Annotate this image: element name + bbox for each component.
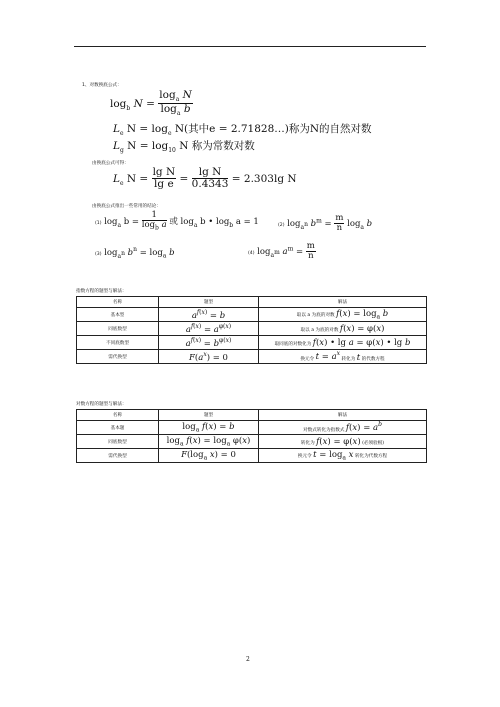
fraction: $\frac{\log_a N}{\log_a b}$ xyxy=(159,89,192,118)
exponential-equation-table xyxy=(76,296,427,364)
section-heading: 1、对数换底公式： xyxy=(82,83,122,88)
formula-change-of-base: $\log_b N$ = $\frac{\log_a N}{\log_a b}$ xyxy=(110,89,192,118)
table-row: 同底数型 $\log_a f(x) = \log_a \varphi(x)$ 转化为 f(x) = φ(x) (必须验根) xyxy=(77,435,427,449)
conclusions-heading: 由换底公式推出一些常用的结论： xyxy=(92,204,161,209)
conclusion-1: (1) $\log_a b$ = $\frac{1}{\log_b a}$ 或 $\log_a b$ • $\log_b a = 1$ xyxy=(95,210,259,232)
formula-ln-lg: $L_e$ N = $\frac{\text{lg N}}{\text{lg e}}$ = $\frac{\text{lg N}}{0.4343}$ = 2.303lg N xyxy=(113,166,297,191)
table2-caption: 对数方程的题型与解法： xyxy=(76,402,127,407)
conclusion-4: (4) $\log_{a^m} a^m$ = $\frac{m}{n}$ xyxy=(248,241,315,261)
conclusion-3: (3) $\log_{a^n} b^n = \log_a b$ xyxy=(95,246,175,260)
page-number: 2 xyxy=(246,656,250,663)
header-name: 名称 xyxy=(77,297,159,308)
table-row: 需代换型 $F(\log_a$ x) = 0 换元令 $t = \log_a x$ 转化为代数方程 xyxy=(77,449,427,463)
table-row: 需代换型 $F(a^x) = 0$ 换元令 $t = a^x$ 转化为 t 的代数方程 xyxy=(77,350,427,364)
table-row: 基本型 $a^{f(x)} = b$ 取以 a 为底的对数 $f(x) = \log_a b$ xyxy=(77,308,427,322)
table-row: 同底数型 $a^{f(x)} = a^{\varphi(x)}$ 取以 a 为底的对数 f(x) = φ(x) xyxy=(77,322,427,336)
header-type: 题型 xyxy=(159,297,259,308)
formula-common-log: $L_g$ $N = \log_{10} N$ 称为常数对数 xyxy=(113,140,255,155)
table-row: 基本题 $\log_a f(x) = b$ 对数式转化为指数式 $f(x) = a^b$ xyxy=(77,421,427,435)
derived-heading: 由换底公式可得： xyxy=(92,161,129,166)
logarithmic-equation-table xyxy=(76,409,427,463)
header-method: 解法 xyxy=(259,297,427,308)
table-row: 不同底数型 $a^{f(x)} = b^{\varphi(x)}$ 取同底的对数化为 f(x) • lg a = φ(x) • lg b xyxy=(77,336,427,350)
table-header-row xyxy=(77,297,427,308)
table1-caption: 指数方程的题型与解法： xyxy=(76,289,127,294)
top-rule xyxy=(74,46,426,47)
conclusion-2: (2) $\log_{a^n} b^m$ = $\frac{m}{n}$ $\log_a b$ xyxy=(278,213,373,233)
table-header-row: 名称 题型 解法 xyxy=(77,410,427,421)
formula-natural-log: $L_e$ $N = \log_e N$(其中e = 2.71828…)称为N的自然对数 xyxy=(113,123,372,138)
